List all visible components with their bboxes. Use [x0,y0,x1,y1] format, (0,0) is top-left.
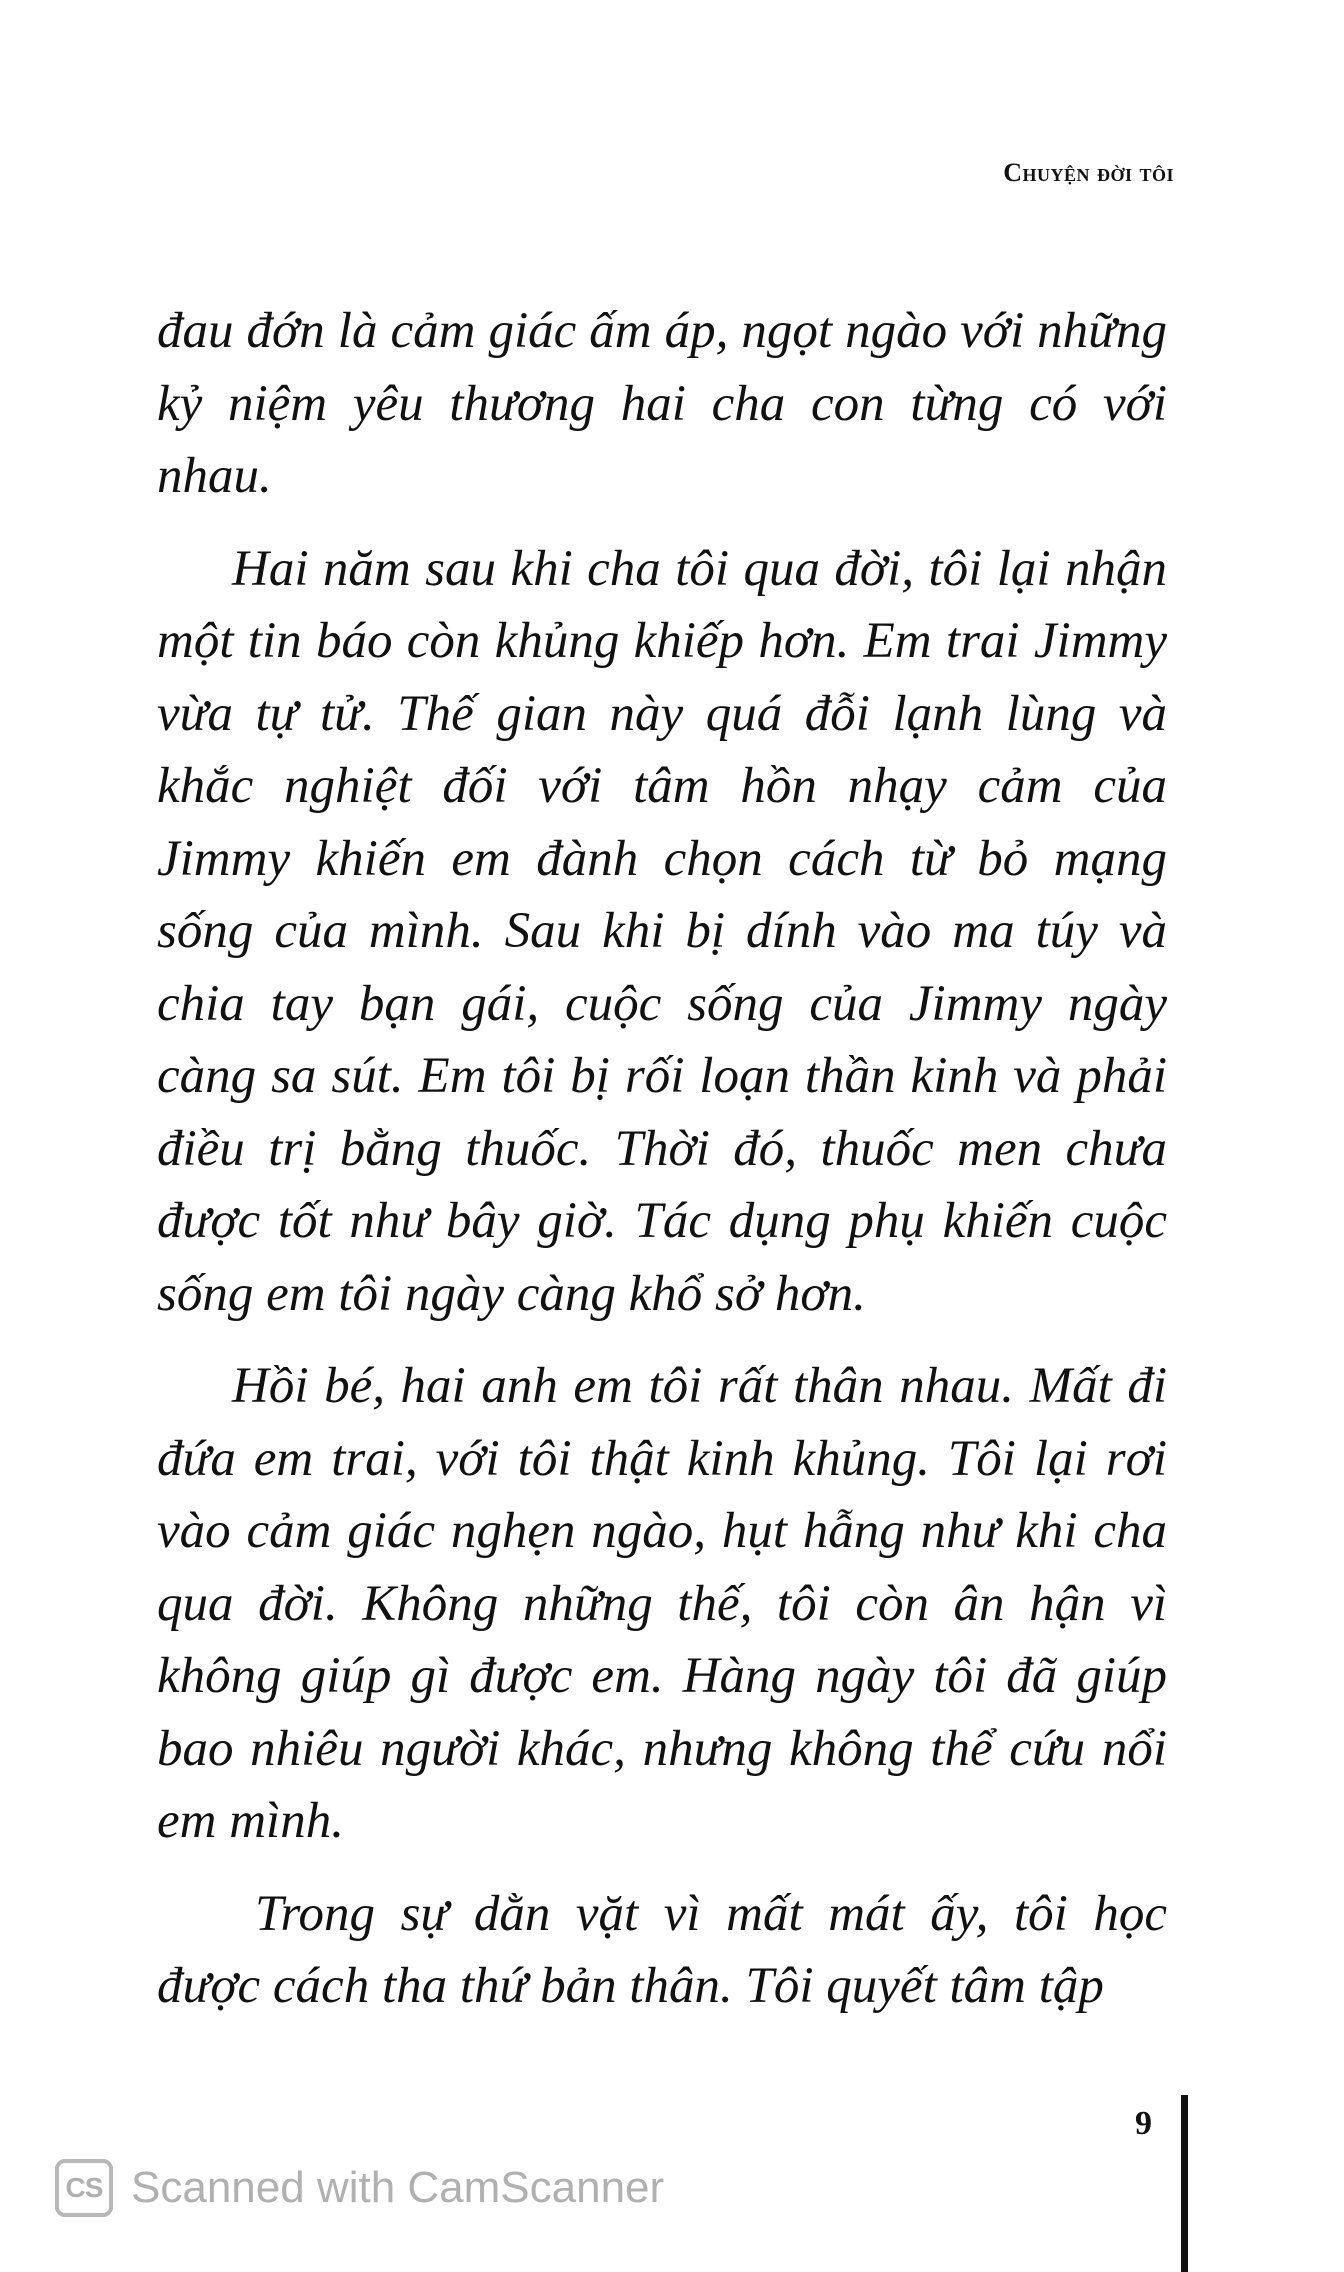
page-number: 9 [1135,2105,1152,2142]
running-header: Chuyện đời tôi [1003,158,1174,187]
watermark-text: Scanned with CamScanner [131,2163,665,2212]
paragraph-4: Trong sự dằn vặt vì mất mát ấy, tôi học được cách tha thứ bản thân. Tôi quyết tâm tập [157,1885,1167,2014]
margin-rule [1181,2095,1188,2272]
body-text [157,295,1167,2043]
paragraph-2: Hai năm sau khi cha tôi qua đời, tôi lại nhận một tin báo còn khủng khiếp hơn. Em trai Jimmy vừa tự tử. Thế gian này quá đỗi lạnh lùng và khắc nghiệt đối với tâm hồn nhạy cảm của Jimmy khiến em đành chọn cách từ bỏ mạng sống của mình. Sau khi bị dính vào ma túy và chia tay bạn gái, cuộc sống của Jimmy ngày càng sa sút. Em tôi bị rối loạn thần kinh và phải điều trị bằng thuốc. Thời đó, thuốc men chưa được tốt như bây giờ. Tác dụng phụ khiến cuộc sống em tôi ngày càng khổ sở hơn. [157,540,1167,1322]
paragraph-1: đau đớn là cảm giác ấm áp, ngọt ngào với những kỷ niệm yêu thương hai cha con từng có với nhau. [157,303,1167,504]
camscanner-logo-icon: CS [55,2159,113,2217]
camscanner-watermark [55,2155,664,2221]
paragraph-3: Hồi bé, hai anh em tôi rất thân nhau. Mất đi đứa em trai, với tôi thật kinh khủng. Tôi lại rơi vào cảm giác nghẹn ngào, hụt hẫng như khi cha qua đời. Không những thế, tôi còn ân hận vì không giúp gì được em. Hàng ngày tôi đã giúp bao nhiêu người khác, nhưng không thể cứu nổi em mình. [157,1358,1167,1849]
